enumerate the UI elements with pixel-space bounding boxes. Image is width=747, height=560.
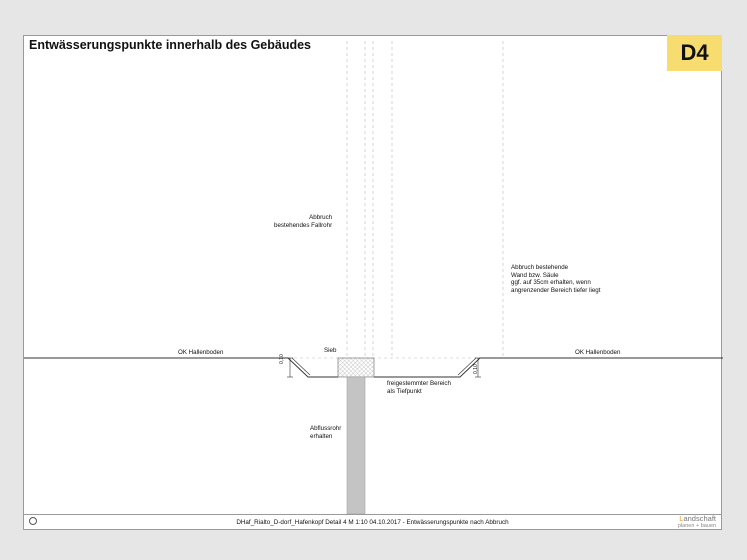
page-title: Entwässerungspunkte innerhalb des Gebäudes bbox=[29, 38, 312, 52]
detail-drawing bbox=[24, 36, 723, 531]
footer-divider bbox=[24, 514, 721, 515]
logo-sub: planen + bauen bbox=[677, 523, 716, 529]
logo-main: andschaft bbox=[683, 514, 716, 523]
logo-accent: L bbox=[679, 514, 684, 523]
sieb-grate-cross bbox=[338, 358, 374, 377]
footer-caption: DHaf_Rialto_D-dorf_Hafenkopf Detail 4 M 1:10 04.10.2017 - Entwässerungspunkte nach Abbruch bbox=[236, 519, 509, 526]
recess-outline-right bbox=[374, 358, 480, 377]
label-abflussrohr: Abflussrohr erhalten bbox=[310, 425, 342, 440]
drawing-sheet bbox=[23, 35, 722, 530]
label-freigestemmter-bereich: freigestemmter Bereich als Tiefpunkt bbox=[387, 380, 451, 395]
label-abbruch-wand: Abbruch bestehende Wand bzw. Säule ggf. auf 35cm erhalten, wenn angrenzender Bereich tiefer liegt bbox=[511, 264, 601, 294]
abflussrohr-pipe bbox=[347, 377, 365, 514]
label-ok-hallenboden-left: OK Hallenboden bbox=[178, 349, 224, 356]
label-ok-hallenboden-right: OK Hallenboden bbox=[575, 349, 621, 356]
dimension-left bbox=[287, 358, 293, 377]
landschaft-logo bbox=[678, 515, 716, 529]
recess-outline-inner-l bbox=[292, 358, 310, 375]
dimension-left-label: 0,10 bbox=[279, 354, 285, 364]
label-sieb: Sieb bbox=[324, 347, 337, 354]
dimension-right-label: 0,10 bbox=[473, 364, 479, 374]
label-abbruch-fallrohr: Abbruch bestehendes Fallrohr bbox=[274, 214, 333, 229]
detail-badge: D4 bbox=[667, 35, 722, 71]
recess-outline bbox=[288, 358, 338, 377]
